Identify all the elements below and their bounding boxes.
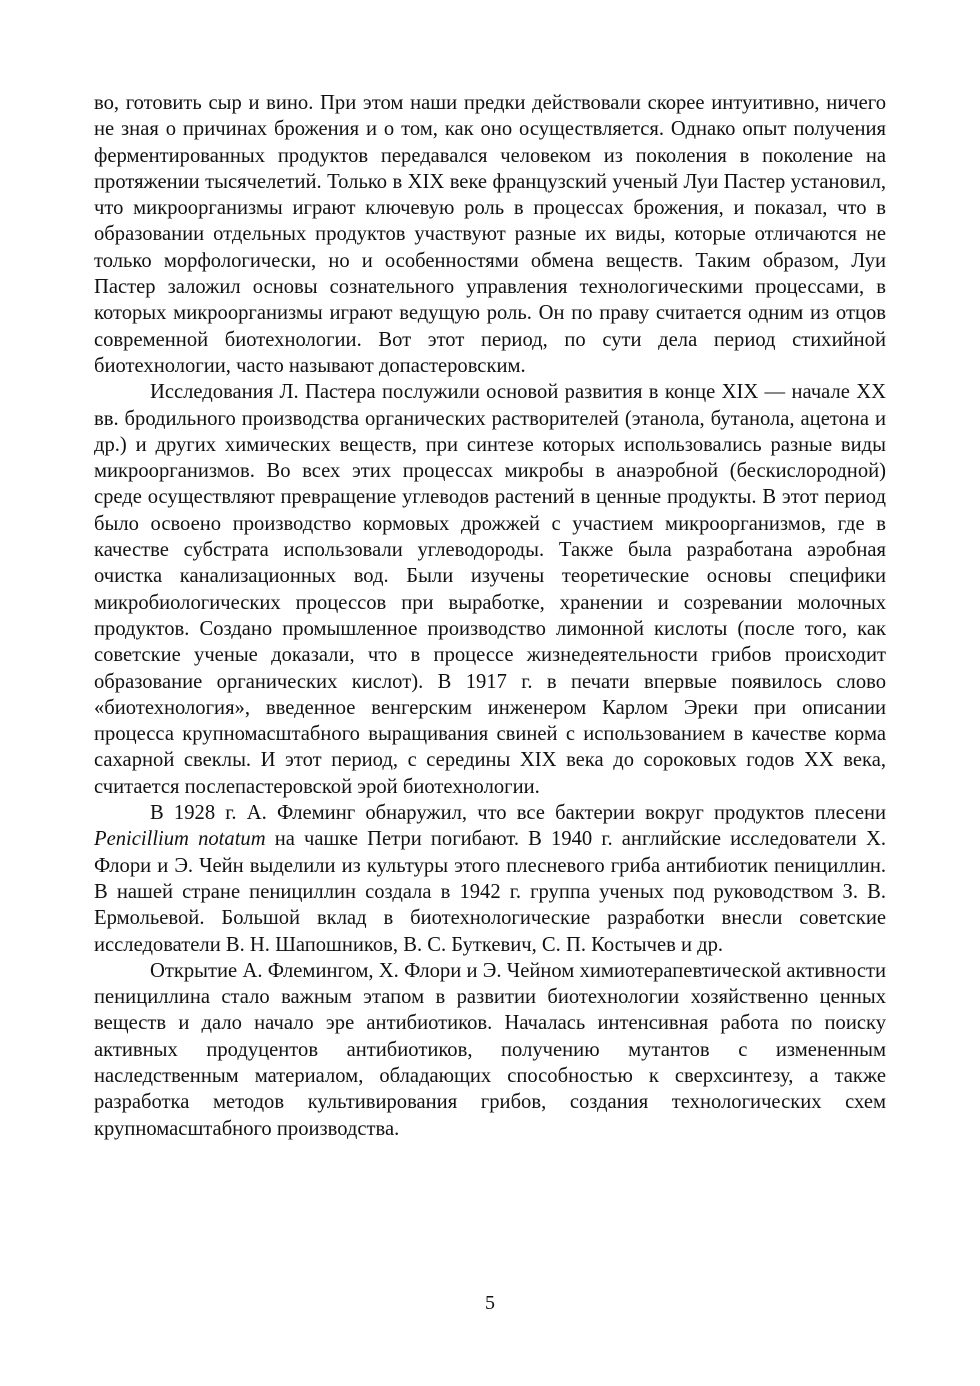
paragraph-2: Исследования Л. Пастера послужили основой развития в конце XIX — начале XX вв. бродильного производства органических растворителей (этанола, бутанола, ацетона и др.) и других химических веществ, при синтезе которых использовались разные виды микроорганизмов. Во всех этих процессах микробы в анаэробной (бескислородной) среде осуществляют превращение углеводов растений в ценные продукты. В этот период было освоено производство кормовых дрожжей с участием микроорганизмов, где в качестве субстрата использовали углеводороды. Также была разработана аэробная очистка канализационных вод. Были изучены теоретические основы специфики микробиологических процессов при выработке, хранении и созревании молочных продуктов. Создано промышленное производство лимонной кислоты (после того, как советские ученые доказали, что в процессе жизнедеятельности грибов происходит образование органических кислот). В 1917 г. в печати впервые появилось слово «биотехнология», введенное венгерским инженером Карлом Эреки при описании процесса крупномасштабного выращивания свиней с использованием в качестве корма сахарной свеклы. И этот период, с середины XIX века до сороковых годов XX века, считается послепастеровской эрой биотехнологии. [94,381,886,798]
paragraph-1: во, готовить сыр и вино. При этом наши предки действовали скорее интуитивно, ничего не зная о причинах брожения и о том, как оно осуществляется. Однако опыт получения ферментированных продуктов передавался человеком из поколения в поколение на протяжении тысячелетий. Только в XIX веке французский ученый Луи Пастер установил, что микроорганизмы играют ключевую роль в процессах брожения, и показал, что в образовании отдельных продуктов участвуют разные их виды, которые отличаются не только морфологически, но и особенностями обмена веществ. Таким образом, Луи Пастер заложил основы сознательного управления технологическими процессами, в которых микроорганизмы играют ведущую роль. Он по праву считается одним из отцов современной биотехнологии. Вот этот период, по сути дела период стихийной биотехнологии, часто называют допастеровским. [94,92,886,377]
paragraph-3-text-before: В 1928 г. А. Флеминг обнаружил, что все бактерии вокруг продуктов плесени [150,802,886,825]
paragraph-4: Открытие А. Флемингом, Х. Флори и Э. Чейном химиотерапевтической активности пенициллина стало важным этапом в развитии биотехнологии хозяйственно ценных веществ и дало начало эре антибиотиков. Началась интенсивная работа по поиску активных продуцентов антибиотиков, получению мутантов с измененным наследственным материалом, обладающих способностью к сверхсинтезу, а также разработка методов культивирования грибов, создания технологических схем крупномасштабного производства. [94,959,886,1140]
paragraph-3-text-after: на чашке Петри погибают. В 1940 г. английские исследователи Х. Флори и Э. Чейн выделили из культуры этого плесневого гриба антибиотик пенициллин. В нашей стране пенициллин создала в 1942 г. группа ученых под руководством З. В. Ермольевой. Большой вклад в биотехнологические разработки внесли советские исследователи В. Н. Шапошников, В. С. Буткевич, С. П. Костычев и др. [94,828,886,956]
species-name-italic: Penicillium notatum [94,828,266,851]
paragraph-3 [94,800,886,958]
page-number: 5 [485,1292,495,1314]
page-body [94,90,886,1142]
